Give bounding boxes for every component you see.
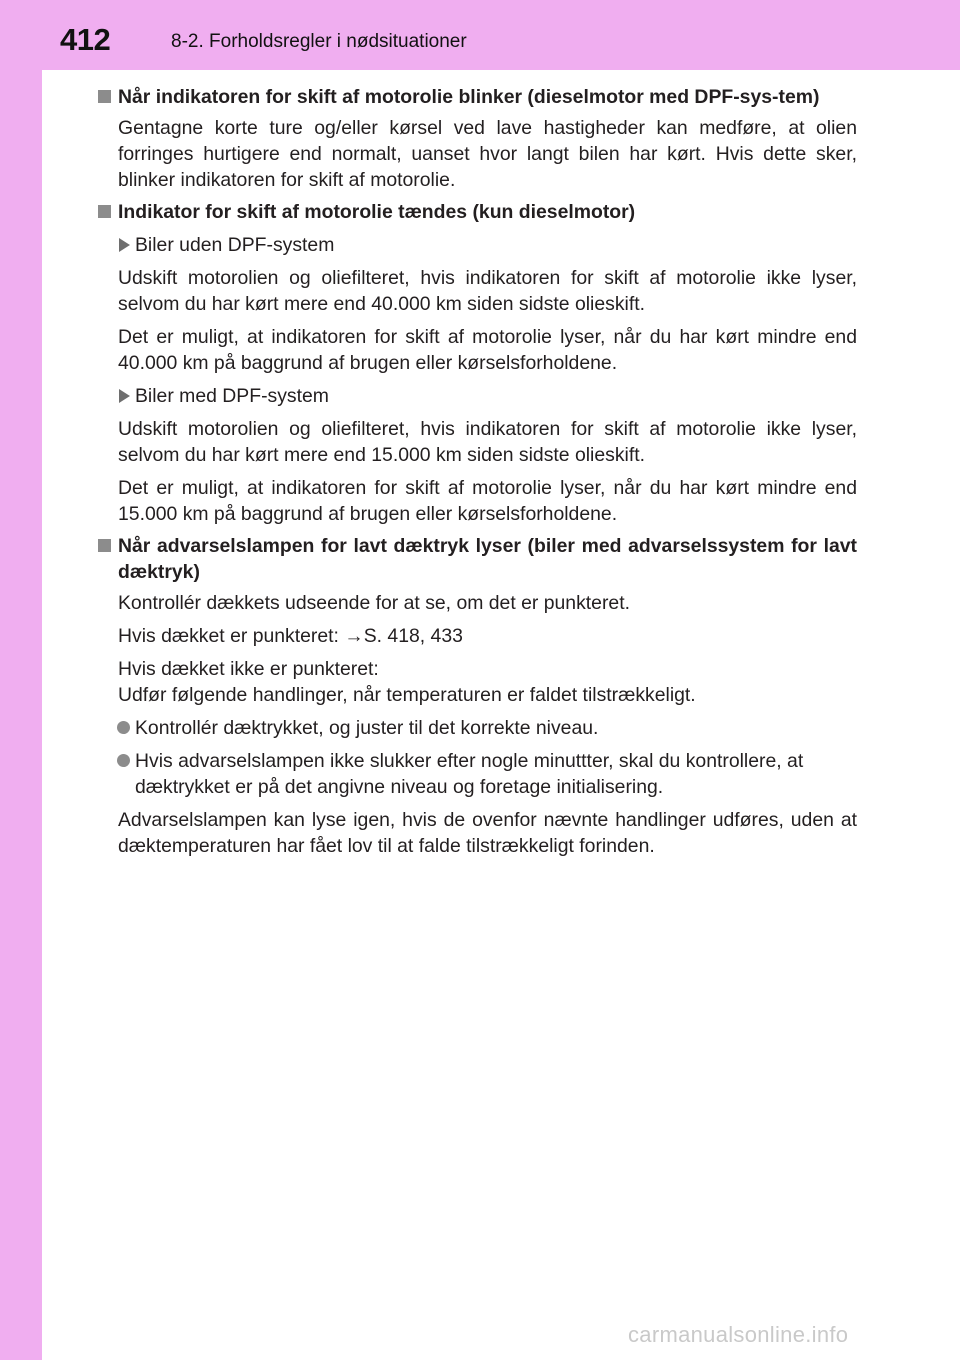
paragraph: Det er muligt, at indikatoren for skift af motorolie lyser, når du har kørt mindre end 15.000 km på baggrund af brugen eller kørselsforholdene. — [118, 477, 857, 525]
page-number: 412 — [60, 22, 111, 57]
paragraph: Det er muligt, at indikatoren for skift af motorolie lyser, når du har kørt mindre end 40.000 km på baggrund af brugen eller kørselsforholdene. — [118, 326, 857, 374]
conditional-intro-line: Udfør følgende handlinger, når temperaturen er faldet tilstrækkeligt. — [118, 684, 696, 706]
subsection-label-without-dpf — [97, 232, 857, 258]
list-item-text: Hvis advarselslampen ikke slukker efter nogle minuttter, skal du kontrollere, at dæktrykket er på det angivne niveau og foretage initialisering. — [135, 750, 804, 798]
page-reference-paragraph: Hvis dækket er punkteret: →S. 418, 433 — [118, 625, 463, 647]
subsection-label: Biler uden DPF-system — [135, 234, 335, 256]
subsection-label: Biler med DPF-system — [135, 385, 329, 407]
conditional-intro — [97, 656, 857, 708]
circle-bullet-icon — [117, 721, 130, 734]
page-content — [97, 78, 857, 859]
heading-text: Når indikatoren for skift af motorolie blinker (dieselmotor med DPF-sys-tem) — [118, 86, 820, 108]
paragraph: Udskift motorolien og oliefilteret, hvis indikatoren for skift af motorolie ikke lyser, selvom du har kørt mere end 15.000 km siden sidste olieskift. — [118, 418, 857, 466]
square-bullet-icon — [98, 539, 111, 552]
list-item — [97, 748, 857, 800]
paragraph: Kontrollér dækkets udseende for at se, om det er punkteret. — [118, 592, 630, 614]
subsection-label-with-dpf — [97, 383, 857, 409]
watermark: carmanualsonline.info — [628, 1322, 849, 1347]
section-heading-low-tire-pressure — [97, 533, 857, 585]
square-bullet-icon — [98, 90, 111, 103]
circle-bullet-icon — [117, 754, 130, 767]
triangle-marker-icon — [119, 238, 130, 252]
paragraph: Gentagne korte ture og/eller kørsel ved lave hastigheder kan medføre, at olien forringes hurtigere end normalt, uanset hvor langt bilen har kørt. Hvis dette sker, blinker indikatoren for skift af motorolie. — [118, 117, 857, 191]
triangle-marker-icon — [119, 389, 130, 403]
list-item-text: Kontrollér dæktrykket, og juster til det korrekte niveau. — [135, 717, 599, 739]
list-item — [97, 715, 857, 741]
section-heading-oil-indicator-blinks — [97, 84, 857, 110]
section-heading-oil-indicator-on — [97, 199, 857, 225]
heading-text: Indikator for skift af motorolie tændes (kun dieselmotor) — [118, 201, 636, 223]
chapter-side-band — [0, 0, 42, 1360]
header-band — [0, 0, 960, 70]
section-title: 8-2. Forholdsregler i nødsituationer — [171, 31, 467, 52]
heading-text: Når advarselslampen for lavt dæktryk lyser (biler med advarselssystem for lavt dæktryk) — [118, 535, 857, 583]
square-bullet-icon — [98, 205, 111, 218]
conditional-intro-line: Hvis dækket ikke er punkteret: — [118, 658, 379, 680]
paragraph: Udskift motorolien og oliefilteret, hvis indikatoren for skift af motorolie ikke lyser, selvom du har kørt mere end 40.000 km siden sidste olieskift. — [118, 267, 857, 315]
paragraph: Advarselslampen kan lyse igen, hvis de ovenfor nævnte handlinger udføres, uden at dæktemperaturen har fået lov til at falde tilstrækkeligt forinden. — [118, 809, 857, 857]
